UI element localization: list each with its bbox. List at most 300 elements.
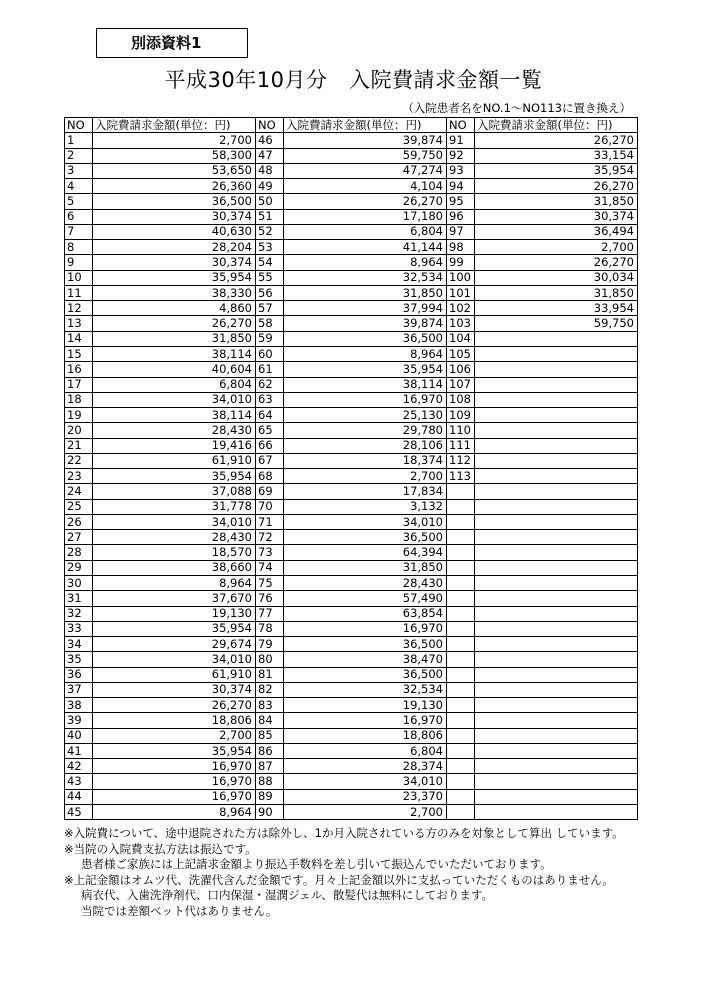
amount-cell: [475, 499, 638, 514]
row-number-cell: 94: [447, 179, 475, 194]
amount-cell: 28,204: [93, 240, 256, 255]
amount-cell: [475, 484, 638, 499]
amount-cell: 26,360: [93, 179, 256, 194]
row-number-cell: 13: [65, 316, 93, 331]
row-number-cell: [447, 560, 475, 575]
row-number-cell: 38: [65, 698, 93, 713]
amount-cell: 30,374: [93, 209, 256, 224]
amount-cell: 32,534: [284, 682, 447, 697]
row-number-cell: 101: [447, 285, 475, 300]
amount-cell: 63,854: [284, 606, 447, 621]
row-number-cell: 50: [256, 194, 284, 209]
row-number-cell: 78: [256, 621, 284, 636]
row-number-cell: 71: [256, 514, 284, 529]
row-number-cell: 97: [447, 224, 475, 239]
footnote: 患者様ご家族には上記請求金額より振込手数料を差し引いて振込んでいただいております。: [81, 857, 552, 872]
amount-cell: 58,300: [93, 148, 256, 163]
amount-cell: [475, 575, 638, 590]
row-number-cell: 76: [256, 591, 284, 606]
amount-cell: 34,010: [93, 392, 256, 407]
amount-cell: [475, 743, 638, 758]
table-row: [65, 789, 638, 804]
amount-cell: 16,970: [284, 621, 447, 636]
row-number-cell: 46: [256, 133, 284, 148]
table-row: [65, 423, 638, 438]
row-number-cell: [447, 789, 475, 804]
table-row: [65, 331, 638, 346]
row-number-cell: 70: [256, 499, 284, 514]
table-row: [65, 560, 638, 575]
amount-cell: 35,954: [93, 270, 256, 285]
amount-cell: [475, 621, 638, 636]
amount-cell: 36,500: [284, 331, 447, 346]
row-number-cell: 95: [447, 194, 475, 209]
row-number-cell: 88: [256, 774, 284, 789]
row-number-cell: 86: [256, 743, 284, 758]
row-number-cell: 55: [256, 270, 284, 285]
amount-cell: 8,964: [93, 804, 256, 819]
amount-cell: 36,500: [93, 194, 256, 209]
amount-cell: 59,750: [475, 316, 638, 331]
row-number-cell: 61: [256, 362, 284, 377]
amount-cell: 59,750: [284, 148, 447, 163]
amount-cell: 16,970: [93, 789, 256, 804]
row-number-cell: 107: [447, 377, 475, 392]
footnote: ※入院費について、途中退院された方は除外し、1か月入院されている方のみを対象として算出 しています。: [64, 826, 624, 840]
row-number-cell: 4: [65, 179, 93, 194]
row-number-cell: 43: [65, 774, 93, 789]
header-amount: 入院費請求金額(単位：円): [284, 118, 447, 133]
amount-cell: 26,270: [93, 698, 256, 713]
amount-cell: 39,874: [284, 316, 447, 331]
table-row: [65, 682, 638, 697]
row-number-cell: 92: [447, 148, 475, 163]
row-number-cell: 30: [65, 575, 93, 590]
amount-cell: 57,490: [284, 591, 447, 606]
row-number-cell: 22: [65, 453, 93, 468]
table-header-row: [65, 118, 638, 133]
row-number-cell: 37: [65, 682, 93, 697]
row-number-cell: 31: [65, 591, 93, 606]
amount-cell: 34,010: [93, 514, 256, 529]
row-number-cell: 24: [65, 484, 93, 499]
row-number-cell: 49: [256, 179, 284, 194]
amount-cell: 16,970: [284, 713, 447, 728]
amount-cell: 35,954: [284, 362, 447, 377]
row-number-cell: 83: [256, 698, 284, 713]
amount-cell: 37,088: [93, 484, 256, 499]
row-number-cell: 74: [256, 560, 284, 575]
row-number-cell: [447, 698, 475, 713]
row-number-cell: 52: [256, 224, 284, 239]
header-amount: 入院費請求金額(単位：円): [93, 118, 256, 133]
amount-cell: 31,850: [284, 285, 447, 300]
amount-cell: [475, 392, 638, 407]
row-number-cell: 23: [65, 469, 93, 484]
amount-cell: 31,850: [475, 194, 638, 209]
amount-cell: 2,700: [284, 469, 447, 484]
row-number-cell: 63: [256, 392, 284, 407]
table-row: [65, 606, 638, 621]
amount-cell: 3,132: [284, 499, 447, 514]
row-number-cell: 7: [65, 224, 93, 239]
amount-cell: [475, 469, 638, 484]
table-row: [65, 652, 638, 667]
row-number-cell: 39: [65, 713, 93, 728]
header-no: NO: [65, 118, 93, 133]
amount-cell: 31,850: [284, 560, 447, 575]
table-row: [65, 179, 638, 194]
row-number-cell: 91: [447, 133, 475, 148]
table-body: [65, 133, 638, 820]
header-no: NO: [256, 118, 284, 133]
row-number-cell: [447, 591, 475, 606]
amount-cell: [475, 713, 638, 728]
attachment-label: 別添資料1: [96, 28, 248, 58]
amount-cell: 28,430: [284, 575, 447, 590]
amount-cell: 31,850: [93, 331, 256, 346]
amount-cell: 36,494: [475, 224, 638, 239]
amount-cell: 28,430: [93, 423, 256, 438]
amount-cell: 38,660: [93, 560, 256, 575]
table-row: [65, 667, 638, 682]
amount-cell: [475, 591, 638, 606]
row-number-cell: [447, 575, 475, 590]
row-number-cell: 73: [256, 545, 284, 560]
amount-cell: 36,500: [284, 667, 447, 682]
amount-cell: [475, 530, 638, 545]
table-row: [65, 285, 638, 300]
table-row: [65, 713, 638, 728]
amount-cell: 40,604: [93, 362, 256, 377]
row-number-cell: 58: [256, 316, 284, 331]
amount-cell: 38,114: [93, 408, 256, 423]
row-number-cell: [447, 484, 475, 499]
amount-cell: 30,374: [93, 682, 256, 697]
amount-cell: 4,104: [284, 179, 447, 194]
row-number-cell: 93: [447, 163, 475, 178]
amount-cell: [475, 331, 638, 346]
row-number-cell: 66: [256, 438, 284, 453]
amount-cell: [475, 438, 638, 453]
row-number-cell: 35: [65, 652, 93, 667]
row-number-cell: 54: [256, 255, 284, 270]
header-no: NO: [447, 118, 475, 133]
amount-cell: [475, 637, 638, 652]
table-row: [65, 194, 638, 209]
amount-cell: 47,274: [284, 163, 447, 178]
amount-cell: [475, 774, 638, 789]
amount-cell: 26,270: [475, 179, 638, 194]
amount-cell: 30,374: [475, 209, 638, 224]
amount-cell: 53,650: [93, 163, 256, 178]
amount-cell: [475, 346, 638, 361]
row-number-cell: 21: [65, 438, 93, 453]
footnote: 当院では差額ベット代はありません。: [81, 903, 278, 918]
amount-cell: 30,034: [475, 270, 638, 285]
row-number-cell: 72: [256, 530, 284, 545]
amount-cell: 38,114: [284, 377, 447, 392]
amount-cell: 34,010: [284, 514, 447, 529]
row-number-cell: 96: [447, 209, 475, 224]
table-row: [65, 453, 638, 468]
amount-cell: 29,780: [284, 423, 447, 438]
row-number-cell: [447, 530, 475, 545]
amount-cell: 35,954: [93, 743, 256, 758]
row-number-cell: 62: [256, 377, 284, 392]
row-number-cell: 57: [256, 301, 284, 316]
amount-cell: 25,130: [284, 408, 447, 423]
amount-cell: 34,010: [93, 652, 256, 667]
row-number-cell: [447, 545, 475, 560]
amount-cell: 35,954: [475, 163, 638, 178]
row-number-cell: 12: [65, 301, 93, 316]
amount-cell: 36,500: [284, 637, 447, 652]
table-row: [65, 545, 638, 560]
row-number-cell: 5: [65, 194, 93, 209]
amount-cell: [475, 408, 638, 423]
row-number-cell: 98: [447, 240, 475, 255]
amount-cell: [475, 423, 638, 438]
table-row: [65, 514, 638, 529]
row-number-cell: 20: [65, 423, 93, 438]
amount-cell: 36,500: [284, 530, 447, 545]
table-row: [65, 392, 638, 407]
amount-cell: [475, 652, 638, 667]
row-number-cell: 77: [256, 606, 284, 621]
amount-cell: 16,970: [284, 392, 447, 407]
row-number-cell: 85: [256, 728, 284, 743]
footnote: ※上記金額はオムツ代、洗濯代含んだ金額です。月々上記金額以外に支払っていただくものはありません。: [64, 872, 614, 887]
amount-cell: [475, 759, 638, 774]
row-number-cell: 68: [256, 469, 284, 484]
table-row: [65, 469, 638, 484]
row-number-cell: 25: [65, 499, 93, 514]
amount-cell: 38,330: [93, 285, 256, 300]
row-number-cell: 10: [65, 270, 93, 285]
row-number-cell: [447, 621, 475, 636]
table-row: [65, 637, 638, 652]
row-number-cell: 111: [447, 438, 475, 453]
row-number-cell: 19: [65, 408, 93, 423]
amount-cell: 29,674: [93, 637, 256, 652]
amount-cell: 26,270: [284, 194, 447, 209]
table-row: [65, 621, 638, 636]
row-number-cell: 110: [447, 423, 475, 438]
row-number-cell: 14: [65, 331, 93, 346]
table-row: [65, 591, 638, 606]
row-number-cell: [447, 682, 475, 697]
table-row: [65, 148, 638, 163]
table-row: [65, 530, 638, 545]
row-number-cell: 79: [256, 637, 284, 652]
amount-cell: [475, 698, 638, 713]
row-number-cell: 100: [447, 270, 475, 285]
row-number-cell: 60: [256, 346, 284, 361]
table-row: [65, 163, 638, 178]
amount-cell: 16,970: [93, 774, 256, 789]
row-number-cell: [447, 743, 475, 758]
row-number-cell: 42: [65, 759, 93, 774]
row-number-cell: 51: [256, 209, 284, 224]
table-row: [65, 774, 638, 789]
row-number-cell: 34: [65, 637, 93, 652]
amount-cell: 6,804: [284, 224, 447, 239]
row-number-cell: [447, 652, 475, 667]
amount-cell: 2,700: [93, 133, 256, 148]
amount-cell: 31,850: [475, 285, 638, 300]
row-number-cell: 40: [65, 728, 93, 743]
amount-cell: [475, 560, 638, 575]
amount-cell: 32,534: [284, 270, 447, 285]
amount-cell: 37,670: [93, 591, 256, 606]
row-number-cell: 36: [65, 667, 93, 682]
amount-cell: 35,954: [93, 621, 256, 636]
row-number-cell: 1: [65, 133, 93, 148]
amount-cell: 26,270: [475, 133, 638, 148]
table-row: [65, 270, 638, 285]
amount-cell: 23,370: [284, 789, 447, 804]
table-row: [65, 728, 638, 743]
row-number-cell: [447, 606, 475, 621]
row-number-cell: 41: [65, 743, 93, 758]
row-number-cell: 80: [256, 652, 284, 667]
row-number-cell: 104: [447, 331, 475, 346]
amount-cell: 17,834: [284, 484, 447, 499]
row-number-cell: 17: [65, 377, 93, 392]
row-number-cell: 108: [447, 392, 475, 407]
row-number-cell: 113: [447, 469, 475, 484]
row-number-cell: 32: [65, 606, 93, 621]
row-number-cell: 64: [256, 408, 284, 423]
row-number-cell: 27: [65, 530, 93, 545]
amount-cell: 41,144: [284, 240, 447, 255]
table-row: [65, 209, 638, 224]
amount-cell: 8,964: [284, 346, 447, 361]
amount-cell: 4,860: [93, 301, 256, 316]
amount-cell: 33,954: [475, 301, 638, 316]
row-number-cell: 18: [65, 392, 93, 407]
row-number-cell: 75: [256, 575, 284, 590]
amount-cell: 18,570: [93, 545, 256, 560]
row-number-cell: [447, 774, 475, 789]
table-row: [65, 408, 638, 423]
row-number-cell: 45: [65, 804, 93, 819]
row-number-cell: [447, 804, 475, 819]
row-number-cell: 84: [256, 713, 284, 728]
amount-cell: 39,874: [284, 133, 447, 148]
row-number-cell: 87: [256, 759, 284, 774]
amount-cell: [475, 682, 638, 697]
row-number-cell: 53: [256, 240, 284, 255]
amount-cell: 61,910: [93, 667, 256, 682]
row-number-cell: [447, 499, 475, 514]
amount-cell: [475, 362, 638, 377]
amount-cell: 31,778: [93, 499, 256, 514]
amount-cell: 40,630: [93, 224, 256, 239]
amount-cell: 26,270: [475, 255, 638, 270]
row-number-cell: 47: [256, 148, 284, 163]
amount-cell: 6,804: [93, 377, 256, 392]
row-number-cell: [447, 713, 475, 728]
row-number-cell: 59: [256, 331, 284, 346]
amount-cell: [475, 606, 638, 621]
table-row: [65, 698, 638, 713]
header-amount: 入院費請求金額(単位：円): [475, 118, 638, 133]
page-title: 平成30年10月分 入院費請求金額一覧: [164, 68, 543, 92]
amount-cell: [475, 545, 638, 560]
amount-cell: 33,154: [475, 148, 638, 163]
table-row: [65, 240, 638, 255]
table-row: [65, 575, 638, 590]
row-number-cell: 33: [65, 621, 93, 636]
row-number-cell: [447, 728, 475, 743]
amount-cell: [475, 453, 638, 468]
row-number-cell: [447, 759, 475, 774]
footnote: ※当院の入院費支払方法は振込です。: [64, 841, 257, 856]
table-row: [65, 362, 638, 377]
table-row: [65, 377, 638, 392]
row-number-cell: 8: [65, 240, 93, 255]
amount-cell: 61,910: [93, 453, 256, 468]
amount-cell: 34,010: [284, 774, 447, 789]
table-row: [65, 224, 638, 239]
amount-cell: 16,970: [93, 759, 256, 774]
row-number-cell: 3: [65, 163, 93, 178]
billing-table: [64, 117, 638, 820]
amount-cell: 35,954: [93, 469, 256, 484]
table-row: [65, 743, 638, 758]
amount-cell: 8,964: [93, 575, 256, 590]
table-row: [65, 346, 638, 361]
footnote: 病衣代、入歯洗浄剤代、口内保湿・湿潤ジェル、散髪代は無料にしております。: [81, 888, 493, 903]
row-number-cell: 90: [256, 804, 284, 819]
row-number-cell: 11: [65, 285, 93, 300]
amount-cell: 2,700: [284, 804, 447, 819]
row-number-cell: 106: [447, 362, 475, 377]
amount-cell: 2,700: [475, 240, 638, 255]
amount-cell: 18,374: [284, 453, 447, 468]
row-number-cell: 67: [256, 453, 284, 468]
row-number-cell: 28: [65, 545, 93, 560]
amount-cell: 17,180: [284, 209, 447, 224]
amount-cell: 19,416: [93, 438, 256, 453]
amount-cell: 38,114: [93, 346, 256, 361]
row-number-cell: [447, 637, 475, 652]
row-number-cell: 44: [65, 789, 93, 804]
row-number-cell: 9: [65, 255, 93, 270]
table-row: [65, 804, 638, 819]
amount-cell: 8,964: [284, 255, 447, 270]
table-row: [65, 301, 638, 316]
amount-cell: [475, 514, 638, 529]
table-row: [65, 316, 638, 331]
row-number-cell: 15: [65, 346, 93, 361]
table-row: [65, 759, 638, 774]
amount-cell: [475, 667, 638, 682]
row-number-cell: 102: [447, 301, 475, 316]
amount-cell: [475, 804, 638, 819]
row-number-cell: 99: [447, 255, 475, 270]
amount-cell: 28,374: [284, 759, 447, 774]
row-number-cell: 48: [256, 163, 284, 178]
amount-cell: 28,106: [284, 438, 447, 453]
amount-cell: 37,994: [284, 301, 447, 316]
amount-cell: 38,470: [284, 652, 447, 667]
amount-cell: 19,130: [284, 698, 447, 713]
row-number-cell: 56: [256, 285, 284, 300]
amount-cell: 18,806: [284, 728, 447, 743]
